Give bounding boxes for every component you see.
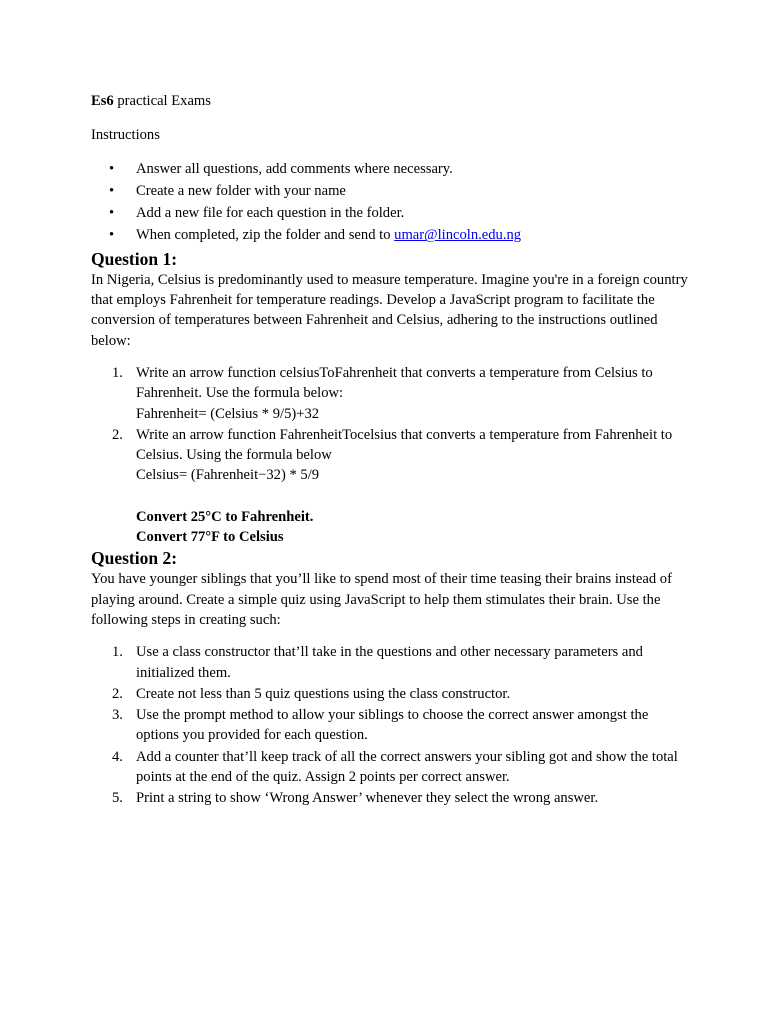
step-formula: Fahrenheit= (Celsius * 9/5)+32 [136,405,320,422]
step-item [112,642,688,683]
step-item [112,788,688,808]
step-text: Write an arrow function celsiusToFahrenheit that converts a temperature from Celsius to Fahrenheit. Use the formula below: [136,364,653,402]
conversion-task: Convert 77°F to Celsius [136,529,284,546]
step-number: 4. [112,748,123,765]
step-text: Use the prompt method to allow your siblings to choose the correct answer amongst the options you provided for each question. [136,707,649,744]
step-text: Create not less than 5 quiz questions using the class constructor. [136,685,511,702]
question-1-intro: In Nigeria, Celsius is predominantly used to measure temperature. Imagine you're in a foreign country that employs Fahrenheit for temperature readings. Develop a JavaScript program to facilitate the conversion of temperatures between Fahrenheit and Celsius, adhering to the instructions outlined below: [91,271,688,349]
question-2-steps [91,642,688,808]
instruction-text: Answer all questions, add comments where necessary. [136,160,453,177]
conversion-task: Convert 25°C to Fahrenheit. [136,508,314,525]
instruction-text: Add a new file for each question in the folder. [136,205,405,222]
instructions-heading: Instructions [91,127,160,144]
step-item [112,425,688,486]
step-item [112,363,688,424]
instruction-text: When completed, zip the folder and send to [136,227,395,244]
title-rest: practical Exams [113,93,211,109]
conversion-tasks [91,507,688,548]
step-text: Add a counter that’ll keep track of all the correct answers your sibling got and show the total points at the end of the quiz. Assign 2 points per correct answer. [136,748,678,786]
step-text: Use a class constructor that’ll take in the questions and other necessary parameters and initialized them. [136,644,643,681]
step-number: 3. [112,707,123,724]
step-text: Print a string to show ‘Wrong Answer’ whenever they select the wrong answer. [136,790,599,807]
step-number: 2. [112,426,123,443]
question-2-intro: You have younger siblings that you’ll like to spend most of their time teasing their brains instead of playing around. Create a simple quiz using JavaScript to help them stimulates their brain. Use the following steps in creating such: [91,571,672,628]
instruction-item [136,159,688,179]
step-formula: Celsius= (Fahrenheit−32) * 5/9 [136,467,320,484]
step-item [112,747,688,788]
instruction-item [136,225,688,245]
step-number: 2. [112,685,123,702]
instruction-text: Create a new folder with your name [136,182,346,199]
step-number: 1. [112,364,123,381]
step-item [112,684,688,704]
step-number: 1. [112,644,123,661]
step-text: Write an arrow function FahrenheitTocelsius that converts a temperature from Fahrenheit to Celsius. Using the formula below [136,426,673,464]
question-1-heading: Question 1: [91,248,178,269]
step-number: 5. [112,790,123,807]
email-link[interactable]: umar@lincoln.edu.ng [394,227,522,244]
instruction-item [136,203,688,223]
title-bold: Es6 [91,93,114,109]
step-item [112,705,688,746]
question-2-heading: Question 2: [91,548,178,569]
instructions-list [91,159,688,246]
document-title [91,91,688,111]
question-1-steps [91,363,688,486]
instruction-item [136,181,688,201]
